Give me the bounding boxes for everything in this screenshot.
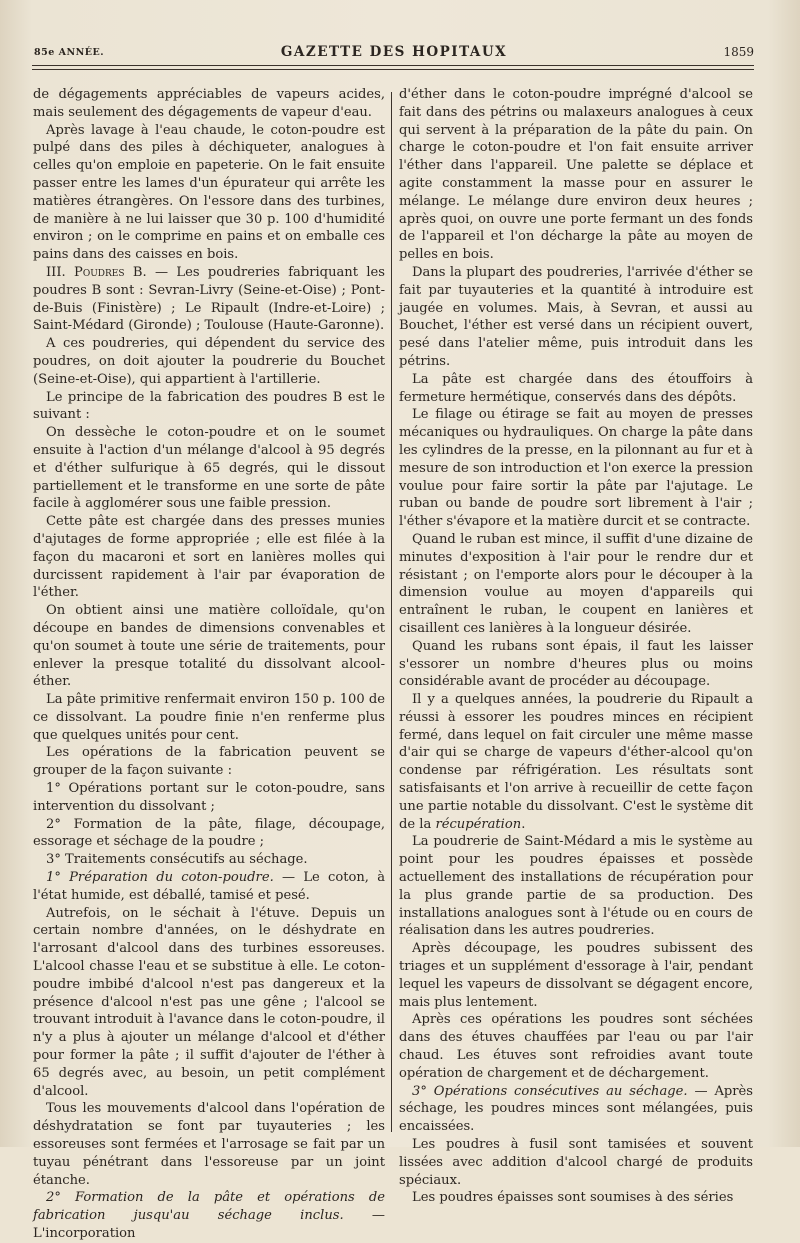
paragraph-text: Autrefois, on le séchait à l'étuve. Depuis un certain nombre d'années, on le déshydrate en l'arrosant d'alcool dans des turbines essoreuses. L'alcool chasse l'eau et se substitue à elle. Le coton-poudre imbibé d'alcool n'est pas dangereux et la présence d'alcool n'est pas une gêne ; l'alcool se trouvant introduit à l'avance dans le coton-poudre, il n'y a plus à ajouter un mélange d'alcool et d'éther pour former la pâte ; il suffit d'ajouter de l'éther à 65 degrés avec, au besoin, un petit complément d'alcool. [33, 905, 385, 1099]
paragraph-text: Quand le ruban est mince, il suffit d'une dizaine de minutes d'exposition à l'air pour le rendre dur et résistant ; on l'emporte alors pour le découper à la dimension voulue au moyen d'appareils qui entraînent le ruban, le coupent en lanières et cisaillent ces lanières à la longueur désirée. [399, 531, 753, 636]
paragraph-text: 2° Formation de la pâte, filage, découpage, essorage et séchage de la poudre ; [33, 816, 385, 850]
paragraph-text: — Le coton, à l'état humide, est déballé, tamisé et pesé. [33, 870, 386, 903]
paragraph [399, 1136, 753, 1189]
paragraph-text: 1° Opérations portant sur le coton-poudre, sans intervention du dissolvant ; [33, 781, 385, 814]
paragraph-text: La poudrerie de Saint-Médard a mis le système au point pour les poudres épaisses et possède actuellement des installations de récupération pour la plus grande partie de sa production. Des installations analogues sont à l'étude ou en cours de réalisation dans les autres poudreries. [399, 834, 753, 939]
issue-label: 85e ANNÉE. [34, 47, 105, 58]
paragraph-text: Le filage ou étirage se fait au moyen de presses mécaniques ou hydrauliques. On charge la pâte dans les cylindres de la presse, en la pilonnant au fur et à mesure de son introduction et l'on exerce la pression voulue pour faire sortir la pâte par l'ajutage. Le ruban ou bande de poudre sort librement à l'air ; l'éther s'évapore et la matière durcit et se contracte. [399, 407, 753, 530]
paragraph-text: A ces poudreries, qui dépendent du service des poudres, on doit ajouter la poudrerie du Bouchet (Seine-et-Oise), qui appartient à l'artillerie. [33, 336, 385, 387]
subsection-heading: 2° Formation de la pâte et opérations de fabrication jusqu'au séchage inclus. [33, 1190, 385, 1224]
paragraph-text: Après ces opérations les poudres sont séchées dans des étuves chauffées par l'eau ou par l'air chaud. Les étuves sont refroidies avant toute opération de chargement et de déchargement. [399, 1012, 753, 1081]
paragraph [33, 851, 385, 869]
paragraph [33, 780, 385, 816]
subsection-heading: 3° Opérations consécutives au séchage. [412, 1083, 688, 1099]
page-header [34, 44, 754, 66]
paragraph [399, 691, 753, 833]
paragraph [33, 1100, 385, 1189]
paragraph-text: — Après séchage, les poudres minces sont mélangées, puis encaissées. [399, 1083, 754, 1135]
paragraph-text: Après découpage, les poudres subissent des triages et un supplément d'essorage à l'air, pendant lequel les vapeurs de dissolvant se dégagent encore, mais plus lentement. [399, 941, 753, 1010]
page-number: 1859 [723, 45, 754, 59]
paragraph-text: Les opérations de la fabrication peuvent se grouper de la façon suivante : [33, 745, 385, 779]
header-rule [32, 65, 754, 66]
paragraph [33, 602, 385, 691]
paragraph [33, 744, 385, 780]
paragraph-text: 3° Traitements consécutifs au séchage. [46, 852, 308, 868]
column-divider [391, 92, 392, 1132]
paragraph-text: Après lavage à l'eau chaude, le coton-poudre est pulpé dans des piles à déchiqueter, analogues à celles qu'on emploie en papeterie. On le fait ensuite passer entre les lames d'un épurateur qui arrête les matières étrangères. On l'essore dans des turbines, de manière à ne lui laisser que 30 p. 100 d'humidité environ ; on le comprime en pains et on emballe ces pains dans des caisses en bois. [33, 122, 385, 263]
paragraph [33, 335, 385, 388]
paragraph-text: Tous les mouvements d'alcool dans l'opération de déshydratation se font par tuyauteries ; les essoreuses sont fermées et l'arrosage se fait par un tuyau pénétrant dans l'essoreuse par un joint étanche. [33, 1101, 385, 1188]
paragraph [33, 691, 385, 744]
paragraph-text: — L'incorporation [33, 1208, 385, 1241]
paragraph-text: On obtient ainsi une matière colloïdale, qu'on découpe en bandes de dimensions convenables et qu'on soumet à toute une série de traitements, pour enlever la presque totalité du dissolvant alcool-éther. [33, 603, 385, 690]
paragraph-tail: . [521, 816, 526, 832]
journal-title: GAZETTE DES HOPITAUX [280, 44, 508, 60]
paragraph [399, 1011, 753, 1082]
header-rule-thin [32, 69, 754, 70]
paragraph-text: Dans la plupart des poudreries, l'arrivée d'éther se fait par tuyauteries et la quantité à introduire est jaugée en volumes. Mais, à Sevran, et aussi au Bouchet, l'éther est versé dans un récipient ouvert, pesé dans l'atelier même, puis introduit dans les pétrins. [399, 264, 753, 369]
paragraph-text: On dessèche le coton-poudre et on le soumet ensuite à l'action d'un mélange d'alcool à 95 degrés et d'éther sulfurique à 65 degrés, qui le dissout partiellement et le transforme en une sorte de pâte facile à agglomérer sous une faible pression. [33, 425, 385, 512]
right-column [399, 86, 753, 1207]
paragraph [33, 513, 385, 602]
left-column [33, 86, 385, 1243]
paragraph [399, 833, 753, 940]
paragraph [33, 1189, 385, 1242]
section-heading: III. Poudres B. [46, 264, 147, 280]
paragraph [399, 1083, 753, 1136]
paragraph [399, 1189, 753, 1207]
paragraph-text: — Les poudreries fabriquant les poudres B sont : Sevran-Livry (Seine-et-Oise) ; Pont-de-Buis (Finistère) ; Le Ripault (Indre-et-Loire) ; Saint-Médard (Gironde) ; Toulouse (Haute-Garonne). [33, 264, 385, 334]
paragraph [399, 531, 753, 638]
paragraph [33, 86, 385, 122]
paragraph [399, 86, 753, 264]
paragraph [33, 389, 385, 425]
paragraph [33, 869, 385, 905]
paragraph-text: Cette pâte est chargée dans des presses munies d'ajutages de forme appropriée ; elle est filée à la façon du macaroni et sort en lanières molles qui durcissent rapidement à l'air par évaporation de l'éther. [33, 514, 385, 601]
paragraph [399, 371, 753, 407]
paragraph-text: Les poudres à fusil sont tamisées et souvent lissées avec addition d'alcool chargé de produits spéciaux. [399, 1137, 753, 1188]
paragraph-text: La pâte est chargée dans des étouffoirs à fermeture hermétique, conservés dans des dépôts. [399, 371, 753, 405]
subsection-heading: 1° Préparation du coton-poudre. [46, 870, 274, 886]
paragraph-text: Il y a quelques années, la poudrerie du Ripault a réussi à essorer les poudres minces en récipient fermé, dans lequel on fait circuler une même masse d'air qui se charge de vapeurs d'éther-alcool qu'on condense par réfrigération. Les résultats sont satisfaisants et l'on arrive à recueillir de cette façon une partie notable du dissolvant. C'est le système dit de la [399, 692, 753, 832]
paragraph [399, 406, 753, 531]
paragraph-text: Les poudres épaisses sont soumises à des séries [412, 1190, 734, 1206]
paragraph [33, 264, 385, 335]
italic-term: récupération [435, 816, 522, 832]
paragraph-text: Quand les rubans sont épais, il faut les laisser s'essorer un nombre d'heures plus ou moins considérable avant de procéder au découpage. [399, 638, 753, 690]
paragraph-text: d'éther dans le coton-poudre imprégné d'alcool se fait dans des pétrins ou malaxeurs analogues à ceux qui servent à la préparation de la pâte du pain. On charge le coton-poudre et l'on fait ensuite arriver l'éther dans l'appareil. Une palette se déplace et agite constamment la masse pour en assurer le mélange. Le mélange dure environ deux heures ; après quoi, on ouvre une porte fermant un des fonds de l'appareil et l'on décharge la pâte au moyen de pelles en bois. [399, 87, 753, 263]
paragraph [399, 264, 753, 371]
paragraph [399, 638, 753, 691]
paragraph [33, 122, 385, 264]
paragraph [399, 940, 753, 1011]
paragraph [33, 816, 385, 852]
paragraph [33, 424, 385, 513]
paragraph-text: La pâte primitive renfermait environ 150 p. 100 de ce dissolvant. La poudre finie n'en renferme plus que quelques unités pour cent. [33, 692, 385, 743]
paragraph-text: Le principe de la fabrication des poudres B est le suivant : [33, 389, 385, 423]
paragraph-text: de dégagements appréciables de vapeurs acides, mais seulement des dégagements de vapeur d'eau. [33, 87, 385, 120]
paragraph [33, 905, 385, 1101]
